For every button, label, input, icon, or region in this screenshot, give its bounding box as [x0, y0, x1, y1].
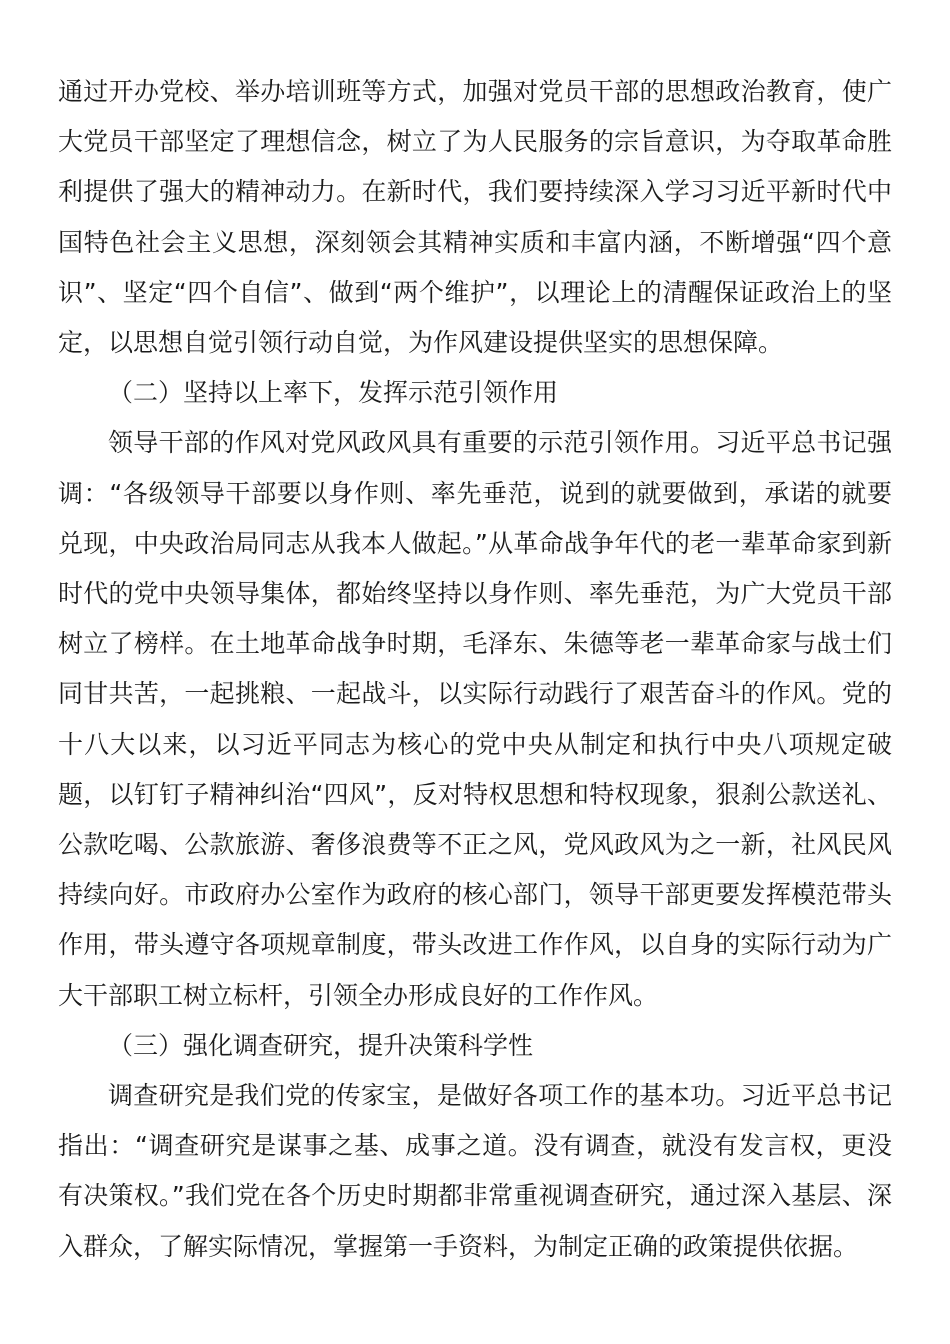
paragraph-intro-continued: 通过开办党校、举办培训班等方式，加强对党员干部的思想政治教育，使广大党员干部坚定了理想信念，树立了为人民服务的宗旨意识，为夺取革命胜利提供了强大的精神动力。在新时代，我们要持续深入学习习近平新时代中国特色社会主义思想，深刻领会其精神实质和丰富内涵，不断增强“四个意识”、坚定“四个自信”、做到“两个维护”，以理论上的清醒保证政治上的坚定，以思想自觉引领行动自觉，为作风建设提供坚实的思想保障。 — [58, 77, 892, 358]
section-heading-3: （三）强化调查研究，提升决策科学性 — [108, 1030, 534, 1060]
document-body — [58, 67, 892, 1272]
paragraph-investigation-research: 调查研究是我们党的传家宝，是做好各项工作的基本功。习近平总书记指出：“调查研究是谋事之基、成事之道。没有调查，就没有发言权，更没有决策权。”我们党在各个历史时期都非常重视调查研究，通过深入基层、深入群众，了解实际情况，掌握第一手资料，为制定正确的政策提供依据。 — [58, 1081, 892, 1261]
section-heading-2: （二）坚持以上率下，发挥示范引领作用 — [108, 378, 559, 408]
paragraph-leadership-example: 领导干部的作风对党风政风具有重要的示范引领作用。习近平总书记强调：“各级领导干部要以身作则、率先垂范，说到的就要做到，承诺的就要兑现，中央政治局同志从我本人做起。”从革命战争年代的老一辈革命家到新时代的党中央领导集体，都始终坚持以身作则、率先垂范，为广大党员干部树立了榜样。在土地革命战争时期，毛泽东、朱德等老一辈革命家与战士们同甘共苦，一起挑粮、一起战斗，以实际行动践行了艰苦奋斗的作风。党的十八大以来，以习近平同志为核心的党中央从制定和执行中央八项规定破题，以钉钉子精神纠治“四风”，反对特权思想和特权现象，狠刹公款送礼、公款吃喝、公款旅游、奢侈浪费等不正之风，党风政风为之一新，社风民风持续向好。市政府办公室作为政府的核心部门，领导干部更要发挥模范带头作用，带头遵守各项规章制度，带头改进工作作风，以自身的实际行动为广大干部职工树立标杆，引领全办形成良好的工作作风。 — [58, 428, 892, 1010]
